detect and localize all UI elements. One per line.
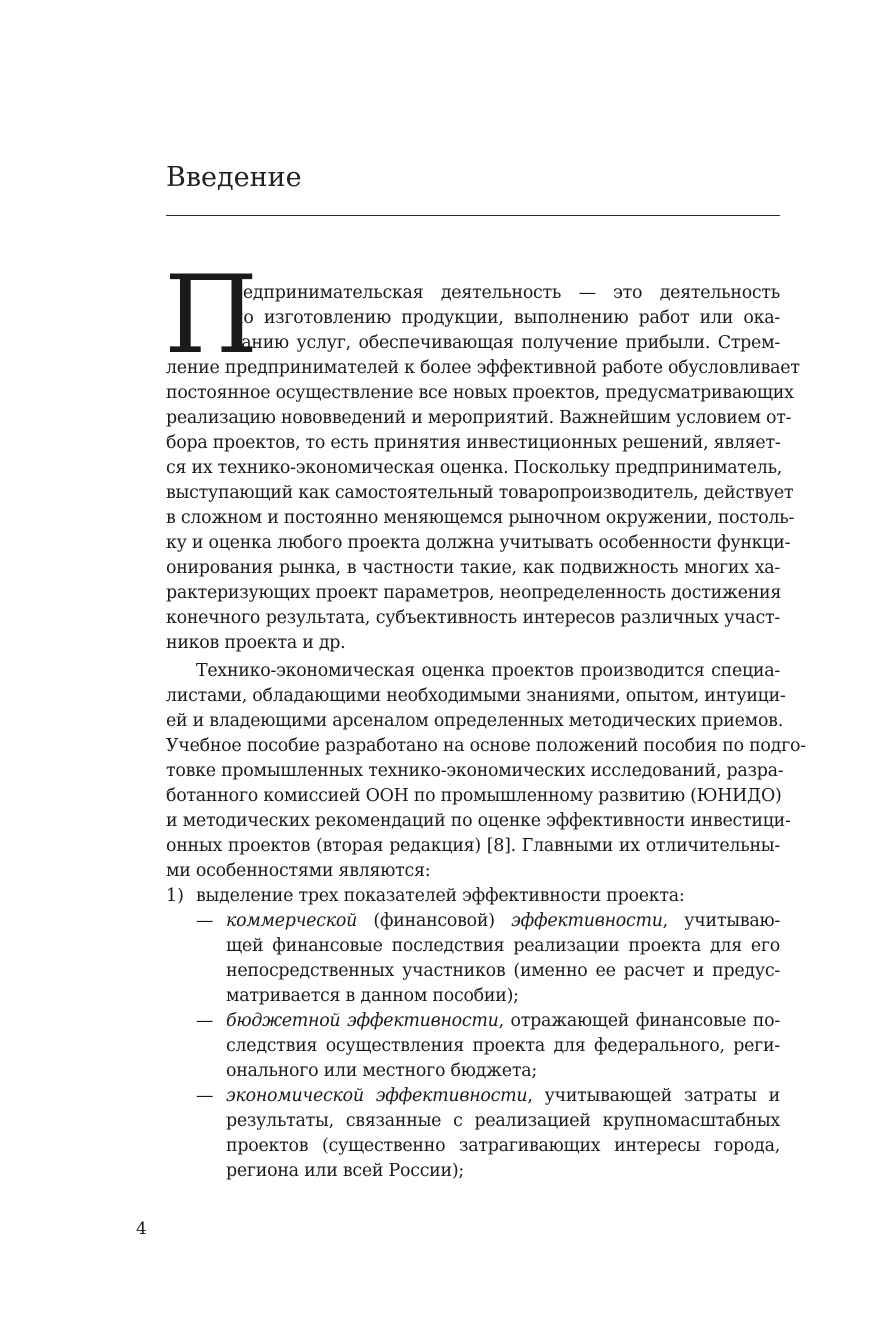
paragraph2-line: листами, обладающими необходимыми знаниями, опытом, интуици- (166, 686, 786, 706)
paragraph1-line: ление предпринимателей к более эффективной работе обусловливает (166, 358, 800, 378)
list-dash: — (196, 911, 214, 931)
page-number: 4 (136, 1219, 147, 1239)
sublist-line: матривается в данном пособии); (226, 986, 519, 1006)
paragraph1-line: онирования рынка, в частности такие, как подвижность многих ха- (166, 558, 780, 578)
paragraph1-line: реализацию нововведений и мероприятий. Важнейшим условием от- (166, 408, 792, 428)
sublist-line: щей финансовые последствия реализации проекта для его (226, 936, 780, 956)
italic-term: эффективности (511, 911, 663, 931)
italic-term: коммерческой (226, 911, 358, 931)
list-dash: — (196, 1086, 214, 1106)
sublist-text: , учитываю- (662, 911, 780, 931)
paragraph2-line: ми особенностями являются: (166, 861, 431, 881)
sublist-line (226, 1009, 780, 1034)
paragraph2-line: Учебное пособие разработано на основе положений пособия по подго- (166, 736, 806, 756)
paragraph1-line: редпринимательская деятельность — это деятельность (232, 283, 780, 303)
paragraph1-line: по изготовлению продукции, выполнению работ или ока- (232, 308, 780, 328)
paragraph1-line: рактеризующих проект параметров, неопределенность достижения (166, 583, 782, 603)
paragraph1-line: в сложном и постоянно меняющемся рыночном окружении, постоль- (166, 508, 795, 528)
list-number: 1) (166, 886, 184, 906)
italic-term: бюджетной эффективности (226, 1011, 499, 1031)
sublist-text: (финансовой) (357, 911, 512, 931)
sublist-line (226, 1084, 780, 1109)
sublist-line (226, 909, 780, 934)
page-title: Введение (166, 162, 302, 193)
drop-cap: П (164, 253, 259, 378)
paragraph2-line: Технико-экономическая оценка проектов производится специа- (196, 661, 780, 681)
list-item-text: выделение трех показателей эффективности проекта: (196, 886, 685, 906)
paragraph1-line: бора проектов, то есть принятия инвестиционных решений, являет- (166, 433, 781, 453)
list-dash: — (196, 1011, 214, 1031)
title-underline (166, 215, 780, 216)
paragraph2-line: ботанного комиссией ООН по промышленному развитию (ЮНИДО) (166, 786, 782, 806)
paragraph2-line: ей и владеющими арсеналом определенных методических приемов. (166, 711, 783, 731)
paragraph1-line: ся их технико-экономическая оценка. Поскольку предприниматель, (166, 458, 783, 478)
paragraph2-line: и методических рекомендаций по оценке эффективности инвестици- (166, 811, 791, 831)
paragraph2-line: онных проектов (вторая редакция) [8]. Главными их отличительны- (166, 836, 780, 856)
italic-term: экономической эффективности (226, 1086, 528, 1106)
paragraph1-line: занию услуг, обеспечивающая получение прибыли. Стрем- (232, 333, 780, 353)
sublist-line: результаты, связанные с реализацией крупномасштабных (226, 1111, 780, 1131)
sublist-line: региона или всей России); (226, 1161, 465, 1181)
sublist-text: , отражающей финансовые по- (498, 1011, 780, 1031)
paragraph1-line: выступающий как самостоятельный товаропроизводитель, действует (166, 483, 794, 503)
paragraph1-line: конечного результата, субъективность интересов различных участ- (166, 608, 780, 628)
paragraph1-line: ников проекта и др. (166, 633, 346, 653)
sublist-line: онального или местного бюджета; (226, 1061, 537, 1081)
sublist-line: проектов (существенно затрагивающих интересы города, (226, 1136, 780, 1156)
paragraph1-line: ку и оценка любого проекта должна учитывать особенности функци- (166, 533, 791, 553)
paragraph1-line: постоянное осуществление все новых проектов, предусматривающих (166, 383, 794, 403)
sublist-line: следствия осуществления проекта для федерального, реги- (226, 1036, 780, 1056)
sublist-line: непосредственных участников (именно ее расчет и предус- (226, 961, 780, 981)
sublist-text: , учитывающей затраты и (527, 1086, 780, 1106)
paragraph2-line: товке промышленных технико-экономических исследований, разра- (166, 761, 784, 781)
